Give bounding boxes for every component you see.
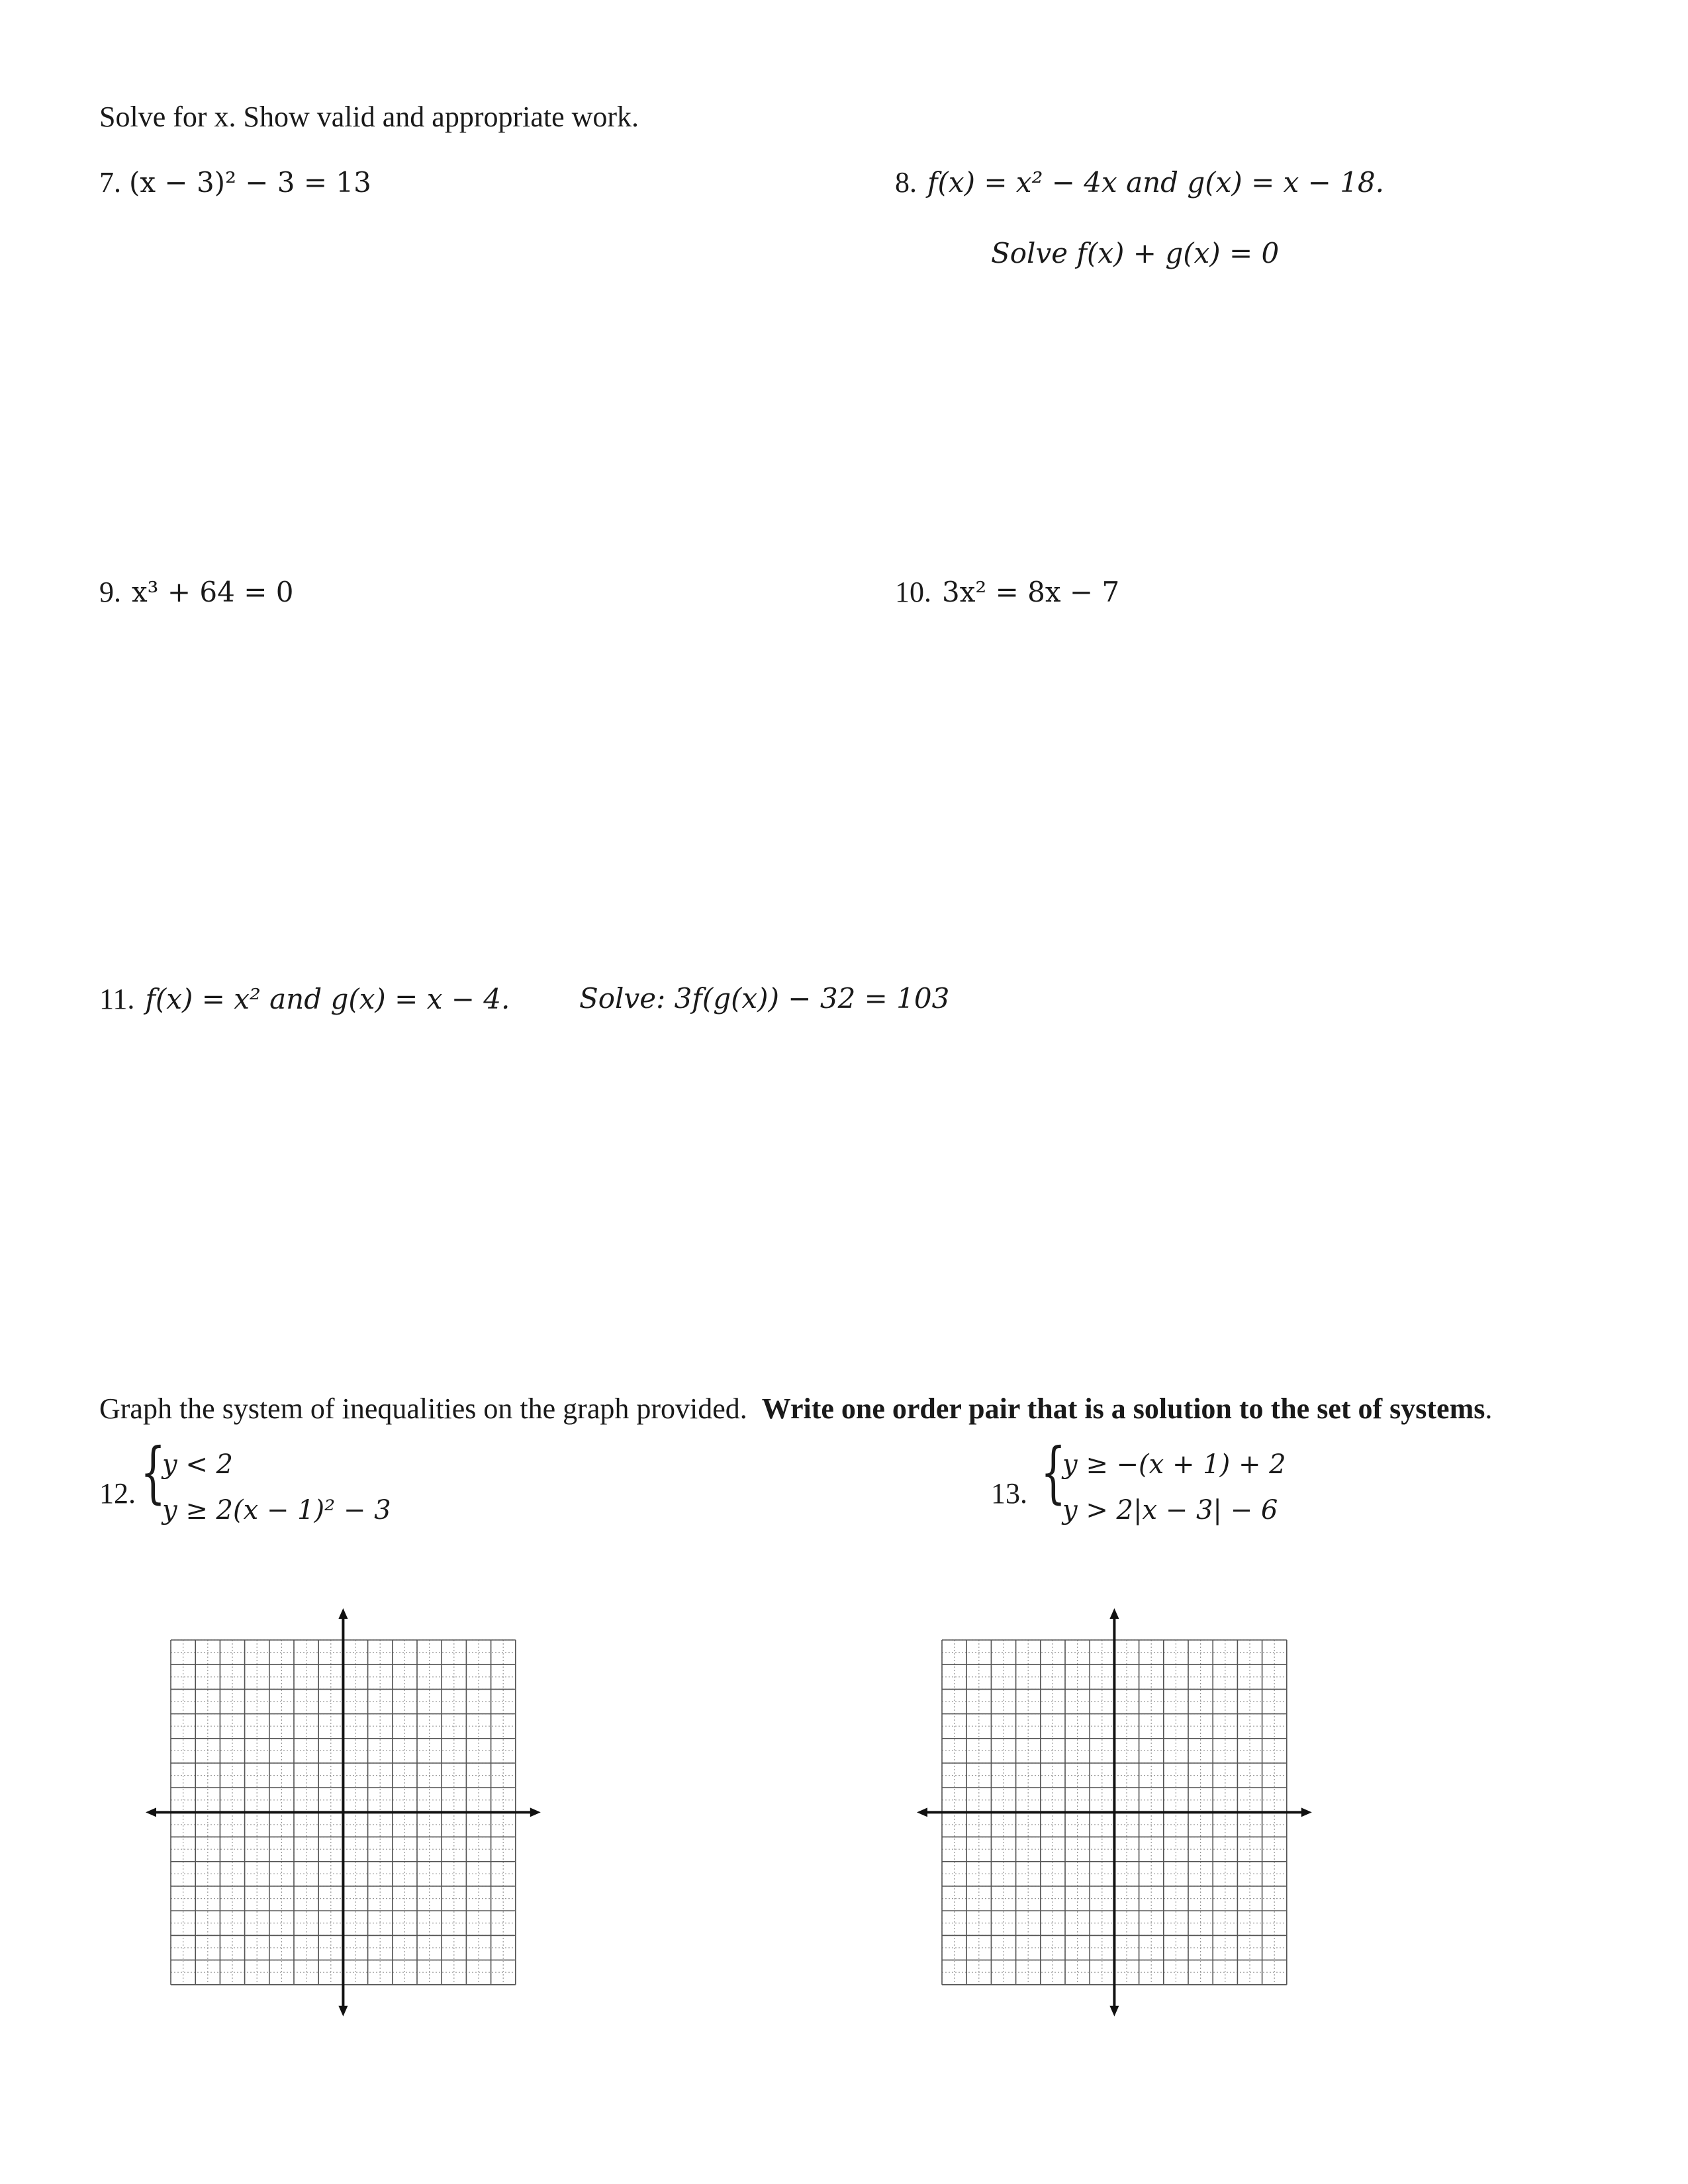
problem-12-inequality-1: y < 2 [162,1449,233,1480]
graph-left[interactable] [146,1602,553,2019]
problem-10 [895,578,1119,607]
problem-13-inequality-2: y > 2|x − 3| − 6 [1062,1495,1278,1525]
graph-instructions-text: Graph the system of inequalities on the graph provided. [99,1392,762,1425]
problem-11-functions: f(x) = x² and g(x) = x − 4. [145,983,510,1015]
problem-7-number: 7. [99,166,121,199]
x-axis-arrow-left [917,1807,927,1817]
y-axis-arrow-down [1109,2006,1119,2017]
problem-10-expression: 3x² = 8x − 7 [942,576,1120,608]
problem-9-number: 9. [99,576,121,608]
problem-13-brace: { [1041,1433,1066,1511]
solve-instructions: Solve for x. Show valid and appropriate work. [99,101,639,133]
y-axis-arrow-up [1109,1608,1119,1619]
problem-11 [99,985,510,1014]
problem-12-inequality-2: y ≥ 2(x − 1)² − 3 [162,1495,391,1525]
problem-8-functions: f(x) = x² − 4x and g(x) = x − 18. [927,166,1385,199]
problem-9 [99,578,293,607]
problem-13-number: 13. [991,1477,1027,1510]
problem-9-expression: x³ + 64 = 0 [132,576,294,608]
x-axis-arrow-left [146,1807,156,1817]
problem-12-brace: { [140,1433,166,1511]
problem-7 [99,168,371,197]
problem-11-number: 11. [99,983,135,1015]
problem-12-number: 12. [99,1477,136,1510]
graph-right[interactable] [917,1602,1324,2019]
graph-instructions [99,1394,1492,1424]
problem-10-number: 10. [895,576,931,608]
x-axis-arrow-right [530,1807,541,1817]
y-axis-arrow-down [338,2006,348,2017]
problem-7-expression: (x − 3)² − 3 = 13 [129,166,371,199]
problem-8-number: 8. [895,166,917,199]
graph-instructions-bold: Write one order pair that is a solution to the set of systems [761,1392,1485,1425]
x-axis-arrow-right [1301,1807,1312,1817]
problem-8 [895,168,1384,197]
problem-13-inequality-1: y ≥ −(x + 1) + 2 [1062,1449,1286,1480]
problem-8-task: Solve f(x) + g(x) = 0 [991,237,1280,269]
graph-instructions-period: . [1485,1392,1493,1425]
y-axis-arrow-up [338,1608,348,1619]
problem-11-task: Solve: 3f(g(x)) − 32 = 103 [579,982,950,1015]
